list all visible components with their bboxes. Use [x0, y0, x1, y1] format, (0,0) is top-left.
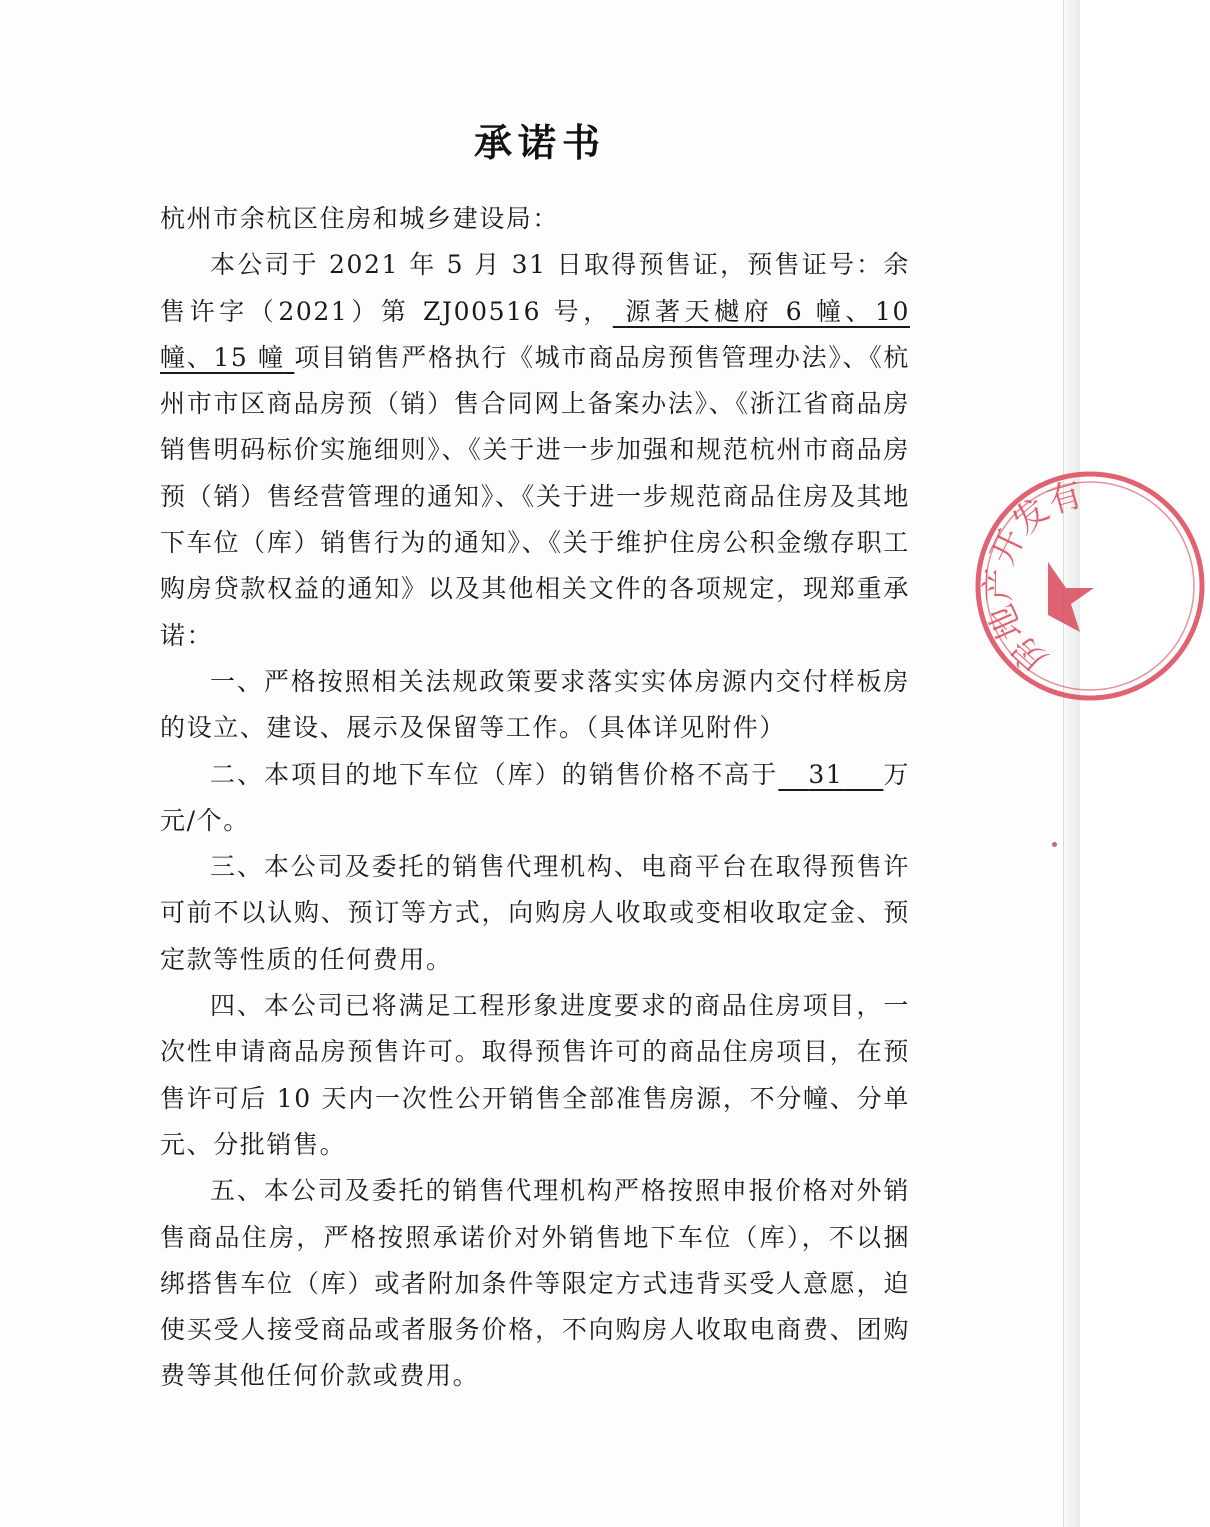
- document-body: [160, 196, 910, 1400]
- commitment-item-5: 五、本公司及委托的销售代理机构严格按照申报价格对外销售商品住房，严格按照承诺价对外销售地下车位（库），不以捆绑搭售车位（库）或者附加条件等限定方式违背买受人意愿，迫使买受人接受商品或者服务价格，不向购房人收取电商费、团购费等其他任何价款或费用。: [160, 1176, 910, 1391]
- commitment-item-1: 一、严格按照相关法规政策要求落实实体房源内交付样板房的设立、建设、展示及保留等工作。（具体详见附件）: [160, 666, 910, 743]
- commitment-item-2: [160, 752, 910, 845]
- intro-paragraph: [160, 242, 910, 659]
- intro-text-1: 本公司于 2021 年 5 月 31 日取得预售证，预售证号：余售许字（2021）第 ZJ00516 号，: [160, 250, 910, 326]
- project-name: 源著天樾府 6 幢、10 幢、15 幢: [160, 296, 910, 372]
- document-title: 承诺书: [473, 121, 606, 165]
- parking-price-value: 31: [808, 759, 844, 789]
- commitment-item-3: 三、本公司及委托的销售代理机构、电商平台在取得预售许可前不以认购、预订等方式，向购房人收取或变相收取定金、预定款等性质的任何费用。: [160, 852, 910, 974]
- item2-prefix: 二、本项目的地下车位（库）的销售价格不高于: [210, 759, 779, 789]
- scan-speck: [1052, 842, 1057, 847]
- item2-suffix: 万元/个。: [160, 759, 911, 835]
- intro-text-2: 项目销售严格执行《城市商品房预售管理办法》、《杭州市市区商品房预（销）售合同网上备案办法》、《浙江省商品房销售明码标价实施细则》、《关于进一步加强和规范杭州市商品房预（销）售经营管理的通知》、《关于进一步规范商品住房及其地下车位（库）销售行为的通知》、《关于维护住房公积金缴存职工购房贷款权益的通知》以及其他相关文件的各项规定，现郑重承诺：: [160, 342, 911, 650]
- recipient-line: 杭州市余杭区住房和城乡建设局：: [160, 204, 560, 233]
- commitment-item-4: 四、本公司已将满足工程形象进度要求的商品住房项目，一次性申请商品房预售许可。取得预售许可的商品住房项目，在预售许可后 10 天内一次性公开销售全部准售房源，不分幢、分单元、分批销售。: [160, 991, 910, 1159]
- company-seal: [970, 466, 1210, 706]
- seal-text: 房地产开发有: [978, 474, 1087, 680]
- scan-edge: [1063, 0, 1080, 1527]
